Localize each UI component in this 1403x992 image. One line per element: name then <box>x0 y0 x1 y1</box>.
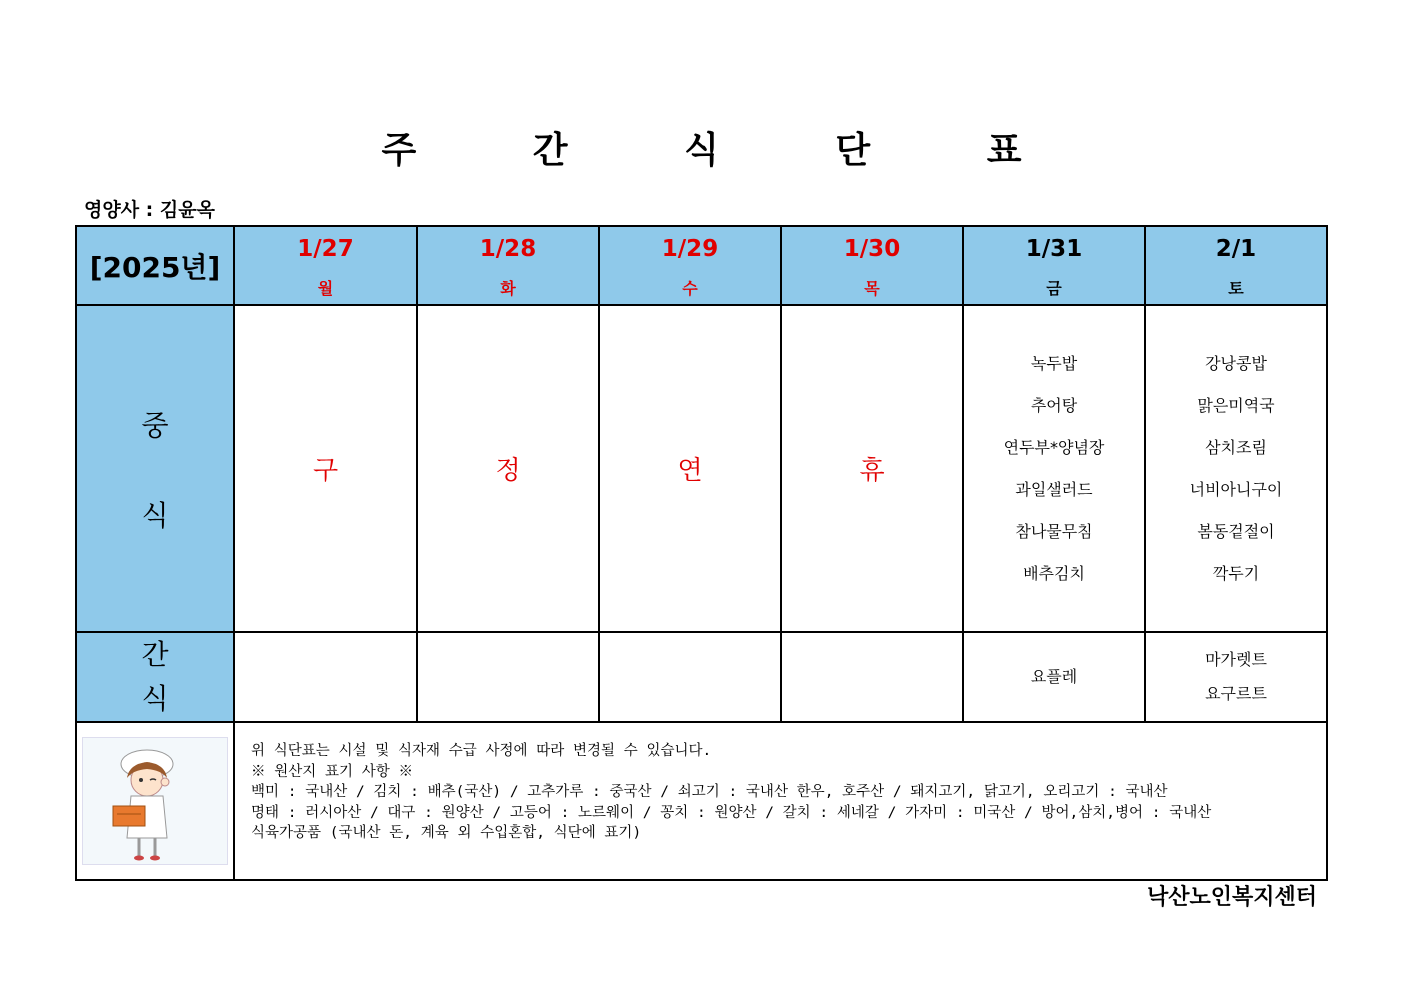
date-label: 1/30 <box>843 236 901 262</box>
nutritionist-label: 영양사 : 김윤옥 <box>84 199 215 221</box>
dish-item: 추어탕 <box>1030 395 1078 415</box>
weekly-menu-table <box>75 225 1328 881</box>
holiday-char: 휴 <box>859 456 885 486</box>
lunch-row <box>76 305 1327 632</box>
notes-cell <box>234 722 1327 880</box>
snack-label-cell <box>76 632 234 722</box>
dish-item: 맑은미역국 <box>1197 395 1275 415</box>
dish-item: 강낭콩밥 <box>1205 353 1267 373</box>
day-header-wed <box>599 226 781 305</box>
year-cell <box>76 226 234 305</box>
note-line: ※ 원산지 표기 사항 ※ <box>251 763 413 780</box>
snack-item: 마가렛트 <box>1205 650 1267 669</box>
date-label: 2/1 <box>1215 236 1257 262</box>
snack-thu <box>781 632 963 722</box>
note-line: 식육가공품 (국내산 돈, 계육 외 수입혼합, 식단에 표기) <box>251 825 642 841</box>
snack-mon <box>234 632 417 722</box>
dish-item: 배추김치 <box>1023 563 1085 583</box>
snack-item: 요플레 <box>1030 667 1078 686</box>
holiday-char: 정 <box>495 456 521 486</box>
note-line: 명태 : 러시아산 / 대구 : 원양산 / 고등어 : 노르웨이 / 꽁치 : 원양산 / 갈치 : 세네갈 / 가자미 : 미국산 / 방어,삼치,병어 : 국내산 <box>251 804 1212 821</box>
lunch-wed <box>599 305 781 632</box>
weekday-label: 목 <box>864 279 880 298</box>
lunch-thu <box>781 305 963 632</box>
dish-item: 봄동겉절이 <box>1197 521 1275 541</box>
lunch-label-char: 식 <box>141 498 169 532</box>
year-label: [2025년] <box>89 250 221 284</box>
weekday-label: 화 <box>500 279 516 298</box>
header-row <box>76 226 1327 305</box>
date-label: 1/28 <box>479 236 537 262</box>
snack-label-char: 간 <box>141 638 169 671</box>
holiday-char: 구 <box>312 456 339 486</box>
center-name: 낙산노인복지센터 <box>1146 885 1317 910</box>
snack-wed <box>599 632 781 722</box>
weekday-label: 월 <box>317 279 334 298</box>
snack-item: 요구르트 <box>1205 684 1267 703</box>
notes-row <box>76 722 1327 880</box>
weekday-label: 토 <box>1228 279 1244 298</box>
date-label: 1/29 <box>661 236 719 262</box>
dish-item: 녹두밥 <box>1030 353 1078 373</box>
weekday-label: 금 <box>1046 279 1062 298</box>
lunch-sat <box>1145 305 1327 632</box>
illustration-cell <box>76 722 234 880</box>
weekday-label: 수 <box>682 279 698 298</box>
snack-row <box>76 632 1327 722</box>
dish-item: 삼치조림 <box>1205 437 1267 457</box>
lunch-label-char: 중 <box>141 408 169 442</box>
lunch-fri <box>963 305 1145 632</box>
day-header-sat <box>1145 226 1327 305</box>
date-label: 1/31 <box>1025 236 1083 262</box>
note-line: 위 식단표는 시설 및 식자재 수급 사정에 따라 변경될 수 있습니다. <box>251 743 712 759</box>
snack-sat <box>1145 632 1327 722</box>
snack-label-char: 식 <box>141 682 169 715</box>
lunch-label-cell <box>76 305 234 632</box>
holiday-char: 연 <box>677 456 703 486</box>
day-header-mon <box>234 226 417 305</box>
note-line: 백미 : 국내산 / 김치 : 배추(국산) / 고추가루 : 중국산 / 쇠고기 : 국내산 한우, 호주산 / 돼지고기, 닭고기, 오리고기 : 국내산 <box>251 784 1168 800</box>
page-title: 주 간 식 단 표 <box>381 130 1074 171</box>
dish-item: 참나물무침 <box>1015 521 1093 541</box>
day-header-tue <box>417 226 599 305</box>
dish-item: 너비아니구이 <box>1189 479 1283 499</box>
day-header-fri <box>963 226 1145 305</box>
snack-fri <box>963 632 1145 722</box>
dish-item: 연두부*양념장 <box>1003 437 1105 457</box>
chef-figure-icon <box>83 738 227 864</box>
dish-item: 깍두기 <box>1212 563 1260 583</box>
date-label: 1/27 <box>297 236 354 262</box>
chef-illustration <box>82 737 228 865</box>
lunch-tue <box>417 305 599 632</box>
lunch-mon <box>234 305 417 632</box>
snack-tue <box>417 632 599 722</box>
day-header-thu <box>781 226 963 305</box>
dish-item: 과일샐러드 <box>1015 479 1093 499</box>
